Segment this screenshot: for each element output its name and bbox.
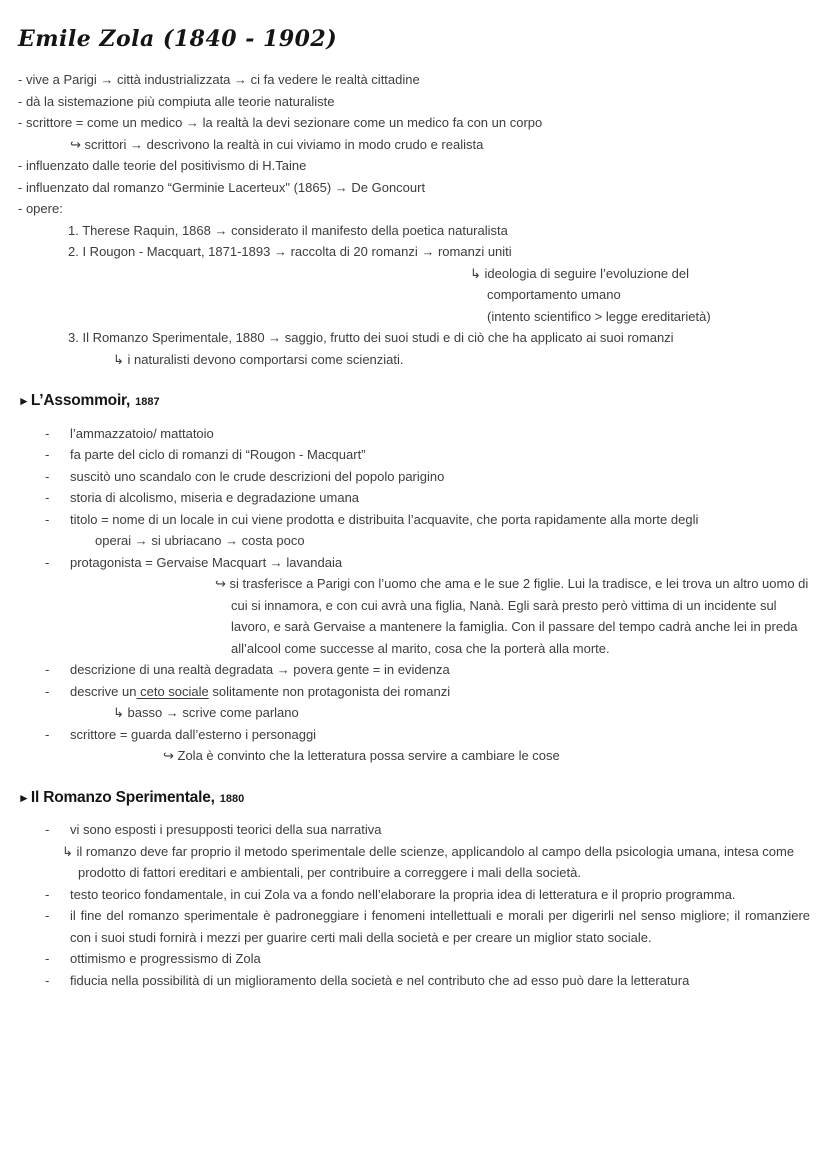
bullet-item xyxy=(45,819,810,841)
note-line: - vive a Parigi → città industrializzata → ci fa vedere le realtà cittadine xyxy=(18,72,420,87)
bullet-text: fiducia nella possibilità di un miglioramento della società e nel contributo che ad esso può dare la letteratura xyxy=(70,972,690,988)
note-line: - influenzato dalle teorie del positivismo di H.Taine xyxy=(18,158,307,173)
bullet-item xyxy=(45,724,810,746)
note-line: - dà la sistemazione più compiuta alle teorie naturaliste xyxy=(18,93,335,109)
section-title: L’Assommoir, xyxy=(30,392,131,409)
section-header xyxy=(18,390,810,414)
note-line: - scrittore = come un medico → la realtà la devi sezionare come un medico fa con un corpo xyxy=(18,115,543,130)
page-title: Emile Zola (1840 - 1902) xyxy=(18,26,338,52)
bullet-text: ottimismo e progressismo di Zola xyxy=(70,951,261,966)
note-line: 2. I Rougon - Macquart, 1871-1893 → raccolta di 20 romanzi → romanzi uniti xyxy=(68,244,512,259)
note-line: ↳ ideologia di seguire l’evoluzione del xyxy=(470,265,690,281)
note-line: ↪ Zola è convinto che la letteratura possa servire a cambiare le cose xyxy=(163,748,560,763)
dash-bullet: - xyxy=(45,468,50,484)
bullet-item xyxy=(45,509,810,531)
note-line: ↪ si trasferisce a Parigi con l’uomo che ama e le sue 2 figlie. Lui la tradisce, e lei trova un altro uomo di cui si innamora, e con cui avrà una figlia, Nanà. Egli sarà presto però vittima di un incidente sul lavoro, e sarà Gervaise a mantenere la famiglia. Con il passare del tempo cadrà anche lei in preda all’alcool come successe al marito, cosa che la porterà alla morte. xyxy=(215,576,809,656)
dash-bullet: - xyxy=(45,554,50,570)
dash-bullet: - xyxy=(45,683,50,699)
section-year: 1880 xyxy=(219,792,245,805)
section-header xyxy=(18,787,810,811)
bullet-text: suscitò uno scandalo con le crude descrizioni del popolo parigino xyxy=(70,468,445,484)
bullet-item xyxy=(45,681,810,703)
note-line: - influenzato dal romanzo “Germinie Lacerteux" (1865) → De Goncourt xyxy=(18,179,426,195)
bullet-text: testo teorico fondamentale, in cui Zola va a fondo nell’elaborare la propria idea di letteratura e il proprio programma. xyxy=(70,886,736,902)
triangle-bullet-icon: ► xyxy=(18,790,30,805)
dash-bullet: - xyxy=(45,726,50,742)
note-line: comportamento umano xyxy=(487,287,621,302)
note-line: operai → si ubriacano → costa poco xyxy=(95,533,305,548)
triangle-bullet-icon: ► xyxy=(18,394,30,408)
bullet-text: l’ammazzatoio/ mattatoio xyxy=(70,425,214,441)
bullet-item xyxy=(45,487,810,509)
bullet-item xyxy=(45,970,810,992)
dash-bullet: - xyxy=(45,951,50,966)
bullet-text: titolo = nome di un locale in cui viene prodotta e distribuita l’acquavite, che porta rapidamente alla morte degli xyxy=(70,511,699,527)
bullet-text: descrizione di una realtà degradata → povera gente = in evidenza xyxy=(70,662,450,677)
bullet-item xyxy=(45,905,810,948)
bullet-item xyxy=(45,466,810,488)
dash-bullet: - xyxy=(45,425,50,441)
bullet-text: il fine del romanzo sperimentale è padroneggiare i fenomeni intellettuali e morali per digerirli nel senso migliore; il romanziere con i suoi studi fornirà i mezzi per guarire certi mali della società e per creare un miglior stato sociale. xyxy=(70,908,810,945)
dash-bullet: - xyxy=(45,490,50,505)
bullet-item xyxy=(45,884,810,906)
dash-bullet: - xyxy=(45,822,50,837)
dash-bullet: - xyxy=(45,886,50,902)
note-line: ↪ scrittori → descrivono la realtà in cui viviamo in modo crudo e realista xyxy=(70,136,484,152)
dash-bullet: - xyxy=(45,511,50,527)
bullet-text: scrittore = guarda dall’esterno i personaggi xyxy=(70,726,317,742)
note-line: 1. Therese Raquin, 1868 → considerato il manifesto della poetica naturalista xyxy=(68,222,508,238)
note-line: ↳ i naturalisti devono comportarsi come scienziati. xyxy=(113,351,404,367)
text-segment: solitamente non protagonista dei romanzi xyxy=(208,683,451,699)
bullet-text: storia di alcolismo, miseria e degradazione umana xyxy=(70,490,360,505)
dash-bullet: - xyxy=(45,447,50,462)
section-year: 1887 xyxy=(135,396,160,408)
dash-bullet: - xyxy=(45,662,50,677)
bullet-item xyxy=(45,659,810,681)
bullet-text xyxy=(70,681,810,703)
section-title: Il Romanzo Sperimentale, xyxy=(30,788,215,806)
note-line: ↳ il romanzo deve far proprio il metodo sperimentale delle scienze, applicandolo al campo della psicologia umana, intesa come prodotto di fattori ereditari e ambientali, per contribuire a correggere i mali della società. xyxy=(62,843,795,880)
bullet-text: protagonista = Gervaise Macquart → lavandaia xyxy=(70,554,343,570)
bullet-item xyxy=(45,444,810,466)
bullet-item xyxy=(45,552,810,574)
text-segment: descrive un xyxy=(70,683,137,699)
bullet-item xyxy=(45,948,810,970)
notes-body xyxy=(18,69,810,991)
note-line: (intento scientifico > legge ereditarietà) xyxy=(487,308,711,324)
note-line: - opere: xyxy=(18,201,63,216)
underlined-text: ceto sociale xyxy=(136,683,209,699)
dash-bullet: - xyxy=(45,972,50,988)
bullet-text: vi sono esposti i presupposti teorici della sua narrativa xyxy=(70,822,382,837)
dash-bullet: - xyxy=(45,908,50,923)
bullet-text: fa parte del ciclo di romanzi di “Rougon - Macquart” xyxy=(70,447,366,462)
note-line: 3. Il Romanzo Sperimentale, 1880 → saggio, frutto dei suoi studi e di ciò che ha applicato ai suoi romanzi xyxy=(68,330,674,345)
note-line: ↳ basso → scrive come parlano xyxy=(113,705,299,720)
bullet-item xyxy=(45,423,810,445)
